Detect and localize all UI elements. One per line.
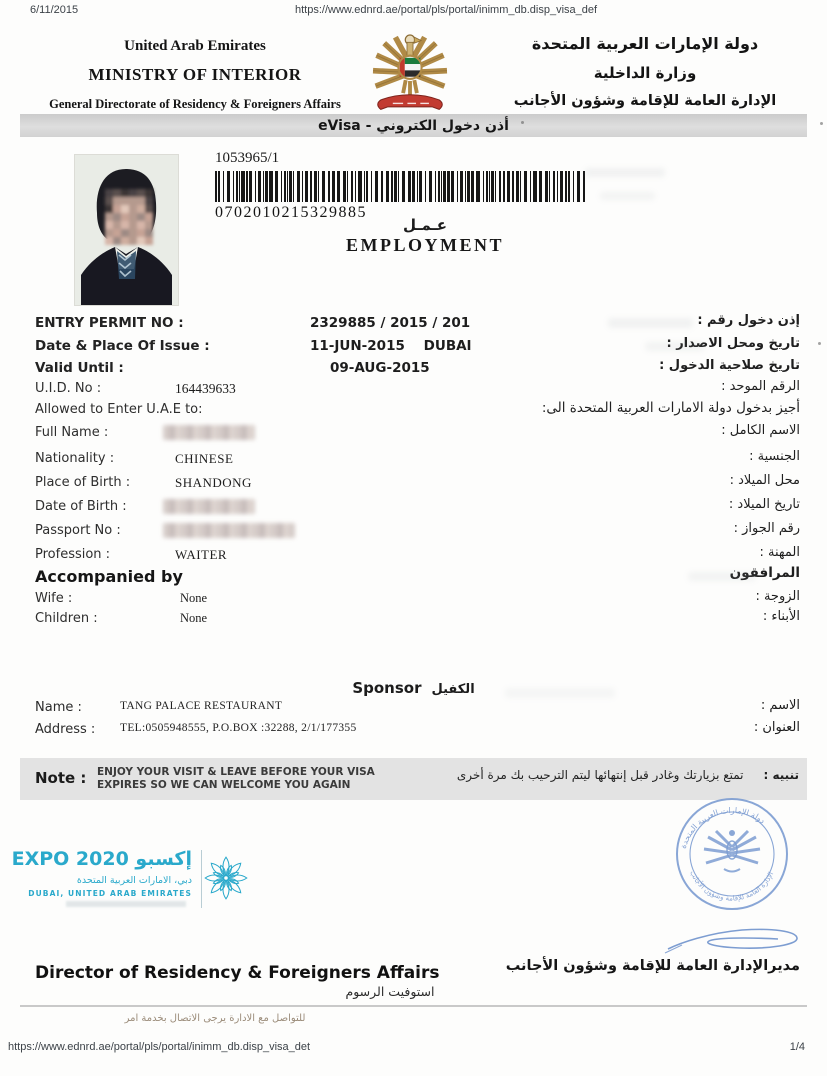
field-label-en: ENTRY PERMIT NO :	[35, 315, 184, 331]
field-row-children	[35, 611, 800, 631]
evisa-banner-title: أذن دخول الكتروني - eVisa	[318, 117, 509, 134]
sponsor-name-value: TANG PALACE RESTAURANT	[120, 700, 283, 712]
field-value: CHINESE	[175, 451, 234, 466]
field-label-en: U.I.D. No :	[35, 381, 102, 396]
expo-tagline-faint	[66, 901, 186, 907]
field-value: 2329885 / 2015 / 201	[310, 315, 471, 331]
sponsor-heading	[20, 679, 807, 697]
note-text-en	[97, 766, 375, 792]
expo-subtitle-en: DUBAI, UNITED ARAB EMIRATES	[28, 889, 192, 898]
evisa-title-banner	[20, 114, 807, 137]
field-row-passport-no	[35, 523, 800, 543]
sponsor-address-label-ar: العنوان :	[753, 720, 800, 735]
page-number: 1/4	[789, 1041, 805, 1053]
applicant-photo	[75, 155, 178, 305]
field-value: SHANDONG	[175, 475, 252, 490]
fees-collected-note: استوفيت الرسوم	[345, 984, 435, 999]
scan-artifact	[600, 192, 655, 200]
sponsor-name-label-en: Name :	[35, 700, 82, 715]
file-number: 1053965/1	[215, 150, 280, 166]
field-label-en: Full Name :	[35, 425, 109, 440]
field-label-en: Place of Birth :	[35, 475, 131, 490]
field-label-ar: الأبناء :	[762, 609, 800, 624]
print-url-top: https://www.ednrd.ae/portal/pls/portal/inimm_db.disp_visa_def	[295, 4, 598, 16]
redacted-value	[163, 523, 295, 538]
field-label-en: Passport No :	[35, 523, 121, 538]
field-value: 09-AUG-2015	[330, 360, 430, 376]
field-label-ar: إذن دخول رقم :	[697, 313, 800, 328]
field-label-en: Valid Until :	[35, 360, 124, 376]
scan-artifact	[688, 572, 756, 581]
field-label-ar: تاريخ صلاحية الدخول :	[659, 358, 800, 373]
redacted-value	[163, 499, 255, 514]
field-label-en: Date & Place Of Issue :	[35, 338, 210, 354]
country-name-ar: دولة الإمارات العربية المتحدة	[531, 34, 759, 53]
scan-artifact	[505, 688, 615, 698]
stamp-ring-text-bottom: الإدارة العامة للإقامة وشؤون الأجانب	[688, 869, 776, 903]
country-name-en: United Arab Emirates	[124, 38, 266, 54]
section-accompanied-by	[35, 567, 800, 587]
field-row-wife	[35, 591, 800, 611]
field-value: None	[180, 591, 208, 605]
scan-speck	[818, 342, 821, 345]
sponsor-address-label-en: Address :	[35, 722, 96, 737]
expo-2020-logo	[11, 848, 250, 914]
field-label-ar: تاريخ الميلاد :	[728, 497, 800, 512]
field-value: 11-JUN-2015 DUBAI	[310, 338, 472, 354]
note-text-en-line2: EXPIRES SO WE CAN WELCOME YOU AGAIN	[97, 779, 351, 791]
print-url-bottom: https://www.ednrd.ae/portal/pls/portal/inimm_db.disp_visa_det	[8, 1041, 311, 1053]
note-text-en-line1: ENJOY YOUR VISIT & LEAVE BEFORE YOUR VISA	[97, 766, 375, 778]
barcode-number: 0702010215329885	[215, 204, 367, 221]
scan-artifact	[608, 318, 693, 328]
sponsor-address-value: TEL:0505948555, P.O.BOX :32288, 2/1/177355	[120, 722, 357, 734]
field-row-full-name	[35, 425, 800, 445]
note-label-ar: تنبيه :	[763, 768, 799, 782]
note-arabic	[457, 768, 799, 782]
visa-type-english: EMPLOYMENT	[346, 235, 504, 255]
field-label-ar: المهنة :	[759, 545, 800, 560]
section-title-en: Accompanied by	[35, 567, 183, 586]
sponsor-heading-ar: الكفيل	[431, 682, 475, 697]
uae-official-stamp-icon	[662, 795, 802, 913]
footer-divider	[20, 1005, 807, 1007]
sponsor-address-row	[35, 722, 800, 740]
print-date: 6/11/2015	[30, 4, 79, 16]
note-label-en: Note :	[35, 769, 87, 787]
field-value: None	[180, 611, 208, 625]
expo-rosette-icon	[202, 854, 250, 902]
field-label-ar: الرقم الموحد :	[721, 379, 800, 394]
field-value: WAITER	[175, 547, 228, 562]
field-label-ar: الاسم الكامل :	[721, 423, 800, 438]
scan-artifact	[645, 342, 705, 351]
note-text-ar: تمتع بزيارتك وغادر قبل إنتهائها ليتم الترحيب بك مرة أخرى	[456, 768, 744, 782]
director-signature	[660, 915, 810, 960]
field-row-profession	[35, 547, 800, 567]
sponsor-name-row	[35, 700, 800, 718]
field-label-en: Nationality :	[35, 451, 115, 466]
field-label-ar: الزوجة :	[755, 589, 800, 604]
expo-subtitle-ar: دبي، الامارات العربية المتحدة	[76, 875, 192, 886]
directorate-name-ar: الإدارة العامة للإقامة وشؤون الأجانب	[513, 93, 777, 109]
field-label-ar: أجيز بدخول دولة الامارات العربية المتحدة الى:	[541, 400, 800, 416]
expo-title: EXPO 2020 إكسبو	[11, 848, 192, 870]
field-row-uid-no	[35, 381, 800, 401]
note-bar	[20, 758, 807, 800]
field-row-valid-until	[35, 360, 800, 380]
scan-speck	[521, 121, 524, 124]
scan-speck	[820, 122, 823, 125]
field-label-ar: محل الميلاد :	[729, 473, 800, 488]
section-title-ar: المرافقون	[729, 565, 800, 581]
svg-text:الإدارة العامة للإقامة وشؤون ا	[688, 869, 775, 902]
field-row-date-of-birth	[35, 499, 800, 519]
director-title-ar: مديرالإدارة العامة للإقامة وشؤون الأجانب	[505, 958, 800, 974]
directorate-name-en: General Directorate of Residency & Foreigners Affairs	[49, 97, 341, 111]
field-value: 164439633	[175, 381, 236, 396]
stamp-ring-text-top: دولة الإمارات العربية المتحدة	[678, 805, 767, 850]
field-label-ar: رقم الجواز :	[733, 521, 800, 536]
field-label-en: Allowed to Enter U.A.E to:	[35, 402, 203, 417]
field-label-ar: الجنسية :	[749, 449, 800, 464]
scan-artifact	[585, 168, 665, 177]
redacted-value	[163, 425, 255, 440]
visa-type	[225, 216, 625, 256]
director-title-en: Director of Residency & Foreigners Affairs	[35, 963, 440, 983]
field-label-en: Date of Birth :	[35, 499, 127, 514]
field-row-nationality	[35, 451, 800, 471]
field-label-en: Wife :	[35, 591, 73, 606]
field-label-ar: تاريخ ومحل الاصدار :	[666, 336, 800, 351]
field-row-allowed-to-enter	[35, 402, 800, 422]
field-label-en: Children :	[35, 611, 98, 626]
field-row-place-of-birth	[35, 475, 800, 495]
ministry-name-en: MINISTRY OF INTERIOR	[88, 65, 302, 84]
ministry-name-ar: وزارة الداخلية	[593, 64, 697, 82]
sponsor-name-label-ar: الاسم :	[760, 698, 800, 713]
visa-type-arabic: عـمـل	[403, 216, 447, 234]
barcode	[215, 171, 585, 202]
sponsor-heading-en: Sponsor	[352, 679, 422, 697]
contact-note-ar: للتواصل مع الادارة يرجى الاتصال بخدمة امر	[124, 1013, 306, 1024]
field-label-en: Profession :	[35, 547, 111, 562]
uae-falcon-emblem-icon	[367, 31, 453, 113]
